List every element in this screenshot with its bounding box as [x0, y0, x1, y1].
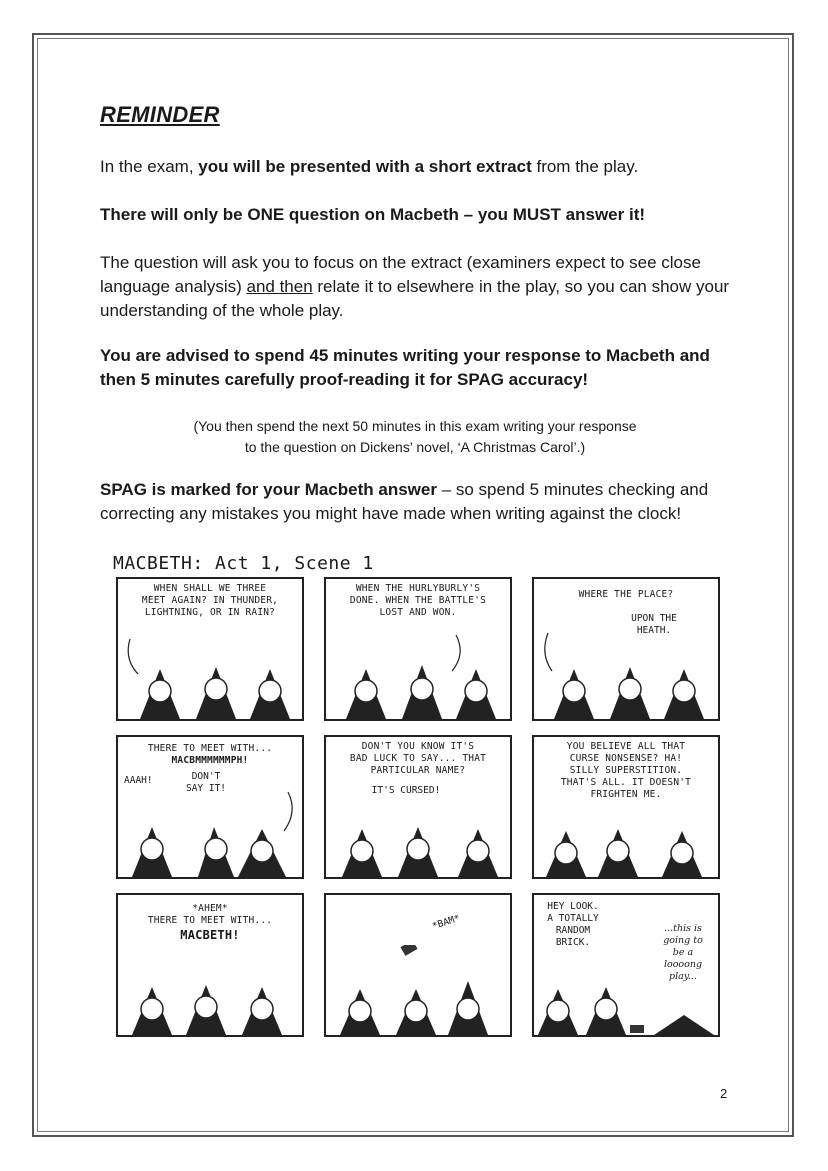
reply-text: UPON THE HEATH.: [631, 613, 677, 636]
comic-panel-9: [532, 893, 720, 1037]
paragraph-spag: [100, 478, 730, 526]
underlined-text: and then: [246, 277, 313, 296]
speech-text: HEY LOOK. A TOTALLY RANDOM BRICK.: [547, 901, 599, 948]
reply-text: IT'S CURSED!: [371, 785, 441, 796]
brick-icon: [630, 1025, 644, 1033]
comic-panel-6: [532, 735, 720, 879]
note-line: (You then spend the next 50 minutes in this exam writing your response: [193, 418, 637, 434]
witches-illustration: [118, 945, 302, 1035]
comic-title: MACBETH: Act 1, Scene 1: [113, 553, 374, 574]
paragraph-question-focus: [100, 251, 730, 323]
comic-panel-4: [116, 735, 304, 879]
speech-text: WHERE THE PLACE?: [578, 589, 674, 600]
witches-illustration: [326, 629, 510, 719]
bold-text: you will be presented with a short extract: [198, 157, 532, 176]
comic-panel-8: [324, 893, 512, 1037]
speech-text: *AHEM* THERE TO MEET WITH... MACBETH!: [147, 903, 273, 942]
exclaim-text: AAAH!: [124, 775, 153, 786]
witches-illustration: [118, 629, 302, 719]
witches-illustration: [534, 787, 718, 877]
speech-text: YOU BELIEVE ALL THAT CURSE NONSENSE? HA! SILLY SUPERSTITION. THAT'S ALL. IT DOESN'T FRIGHTEN ME.: [560, 741, 692, 800]
speech-text: WHEN SHALL WE THREE MEET AGAIN? IN THUNDER, LIGHTNING, OR IN RAIN?: [141, 583, 279, 618]
paragraph-time-advice: You are advised to spend 45 minutes writing your response to Macbeth and then 5 minutes carefully proof-reading it for SPAG accuracy!: [100, 346, 710, 389]
page-number: 2: [720, 1086, 728, 1101]
note-dickens: [100, 416, 730, 458]
comic-panel-1: [116, 577, 304, 721]
speech-text: THERE TO MEET WITH... MACBMMMMMMPH!: [147, 743, 273, 766]
page-title: REMINDER: [100, 102, 220, 127]
text: The question will ask you to focus on the extract (examiners expect to see close language analysis): [100, 253, 701, 296]
comic-panel-5: [324, 735, 512, 879]
reply-text: DON'T SAY IT!: [185, 771, 227, 794]
paragraph-one-question: There will only be ONE question on Macbeth – you MUST answer it!: [100, 205, 646, 224]
witches-illustration: [326, 787, 510, 877]
witches-illustration: [534, 629, 718, 719]
witches-illustration: [534, 945, 718, 1035]
bold-text: SPAG is marked for your Macbeth answer: [100, 480, 437, 499]
brick-icon: [400, 945, 417, 956]
text: relate it to elsewhere in the play, so you can show your understanding of the whole play.: [100, 277, 730, 320]
text: In the exam,: [100, 157, 199, 176]
witches-illustration: [118, 787, 302, 877]
comic-panel-3: [532, 577, 720, 721]
sound-effect-text: *BAM*: [430, 912, 462, 933]
comic-panel-2: [324, 577, 512, 721]
speech-text: WHEN THE HURLYBURLY'S DONE. WHEN THE BATTLE'S LOST AND WON.: [349, 583, 487, 618]
reply-text: ...this is going to be a loooong play...: [663, 923, 703, 982]
comic-panel-7: [116, 893, 304, 1037]
speech-text: DON'T YOU KNOW IT'S BAD LUCK TO SAY... THAT PARTICULAR NAME?: [349, 741, 487, 776]
witches-illustration: [326, 945, 510, 1035]
note-line: to the question on Dickens’ novel, ‘A Christmas Carol’.): [244, 439, 586, 455]
text: – so spend 5 minutes checking and correcting any mistakes you might have made when writing against the clock!: [100, 480, 709, 523]
text: from the play.: [531, 157, 639, 176]
paragraph-extract: [100, 155, 730, 179]
